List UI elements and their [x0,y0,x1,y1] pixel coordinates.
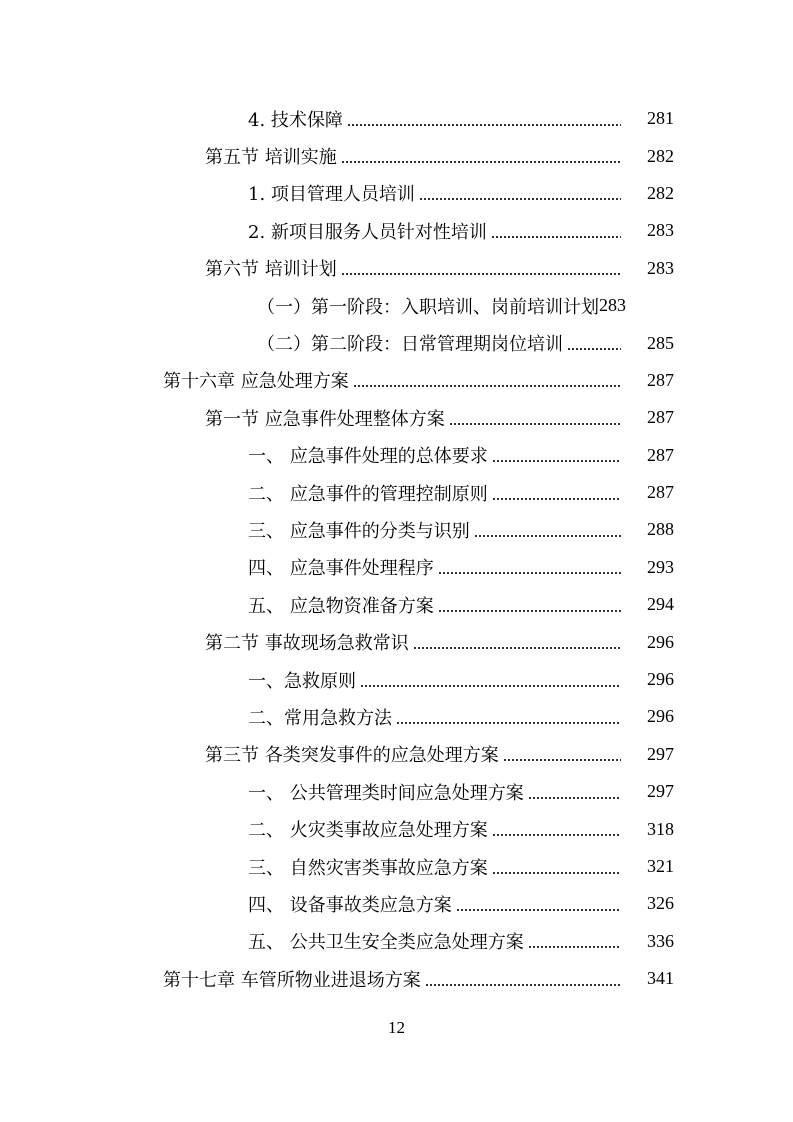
toc-entry-title: （二）第二阶段：日常管理期岗位培训 [257,334,563,356]
toc-entry[interactable] [0,362,793,399]
toc-entry-page: 297 [647,781,674,802]
toc-leader-dots [528,944,621,950]
toc-leader-dots [438,570,621,576]
toc-leader-dots [419,196,621,202]
toc-leader-dots [491,234,621,240]
toc-leader-dots [449,421,621,427]
toc-entry[interactable] [0,698,793,735]
toc-entry-title: 三、 应急事件的分类与识别 [248,520,470,542]
toc-entry[interactable] [0,511,793,548]
toc-leader-dots [492,496,621,502]
table-of-contents [0,100,793,997]
toc-leader-dots [528,795,621,801]
toc-leader-dots [341,271,621,277]
toc-entry-page: 321 [647,856,674,876]
toc-entry-page: 281 [647,108,674,129]
toc-entry-title: 二、常用急救方法 [248,707,392,729]
toc-entry[interactable] [0,324,793,361]
toc-entry-title: 二、 应急事件的管理控制原则 [248,483,488,505]
toc-entry-page: 282 [647,182,674,203]
toc-leader-dots [438,608,621,614]
toc-entry-title: 五、 应急物资准备方案 [248,595,434,617]
toc-entry[interactable] [0,623,793,660]
toc-leader-dots [503,757,621,763]
toc-entry-page: 294 [647,594,674,615]
toc-entry-page: 336 [647,930,674,951]
toc-leader-dots [425,982,621,988]
toc-entry[interactable] [0,810,793,847]
toc-leader-dots [567,346,621,352]
toc-entry-title: 第二节 事故现场急救常识 [205,633,409,655]
toc-leader-dots [353,383,621,389]
toc-entry-page: 326 [647,893,674,914]
toc-entry[interactable] [0,287,793,324]
toc-entry-page: 341 [647,968,674,989]
toc-entry-page: 318 [647,818,674,839]
toc-entry-page: 296 [647,706,674,727]
toc-entry[interactable] [0,212,793,249]
toc-entry-page: 287 [647,482,674,503]
toc-entry[interactable] [0,848,793,885]
toc-entry-title: 一、 应急事件处理的总体要求 [248,446,488,468]
toc-entry[interactable] [0,399,793,436]
toc-leader-dots [413,645,621,651]
toc-entry-title: 一、急救原则 [248,670,356,692]
toc-leader-dots [492,870,621,876]
toc-entry[interactable] [0,250,793,287]
toc-entry-title: 第六节 培训计划 [205,259,337,281]
toc-entry-page: 283 [599,295,626,316]
toc-entry-page: 287 [647,444,674,465]
toc-entry[interactable] [0,100,793,137]
toc-leader-dots [347,122,621,128]
toc-entry[interactable] [0,960,793,997]
toc-entry-page: 288 [647,519,674,540]
toc-entry-page: 296 [647,669,674,690]
page-number: 12 [388,1018,405,1037]
toc-entry-page: 297 [647,743,674,764]
toc-entry-page: 282 [647,145,674,166]
toc-leader-dots [360,683,621,689]
toc-entry[interactable] [0,437,793,474]
toc-entry-title: 2. 新项目服务人员针对性培训 [248,221,487,243]
toc-entry-title: 三、 自然灾害类事故应急方案 [248,857,488,879]
toc-entry[interactable] [0,736,793,773]
toc-entry-title: 四、 设备事故类应急方案 [248,894,452,916]
toc-entry[interactable] [0,137,793,174]
toc-entry-title: 四、 应急事件处理程序 [248,558,434,580]
toc-entry-title: 二、 火灾类事故应急处理方案 [248,820,488,842]
toc-entry-title: 第一节 应急事件处理整体方案 [205,408,445,430]
toc-entry-title: 第十六章 应急处理方案 [163,371,349,393]
toc-entry-title: 第三节 各类突发事件的应急处理方案 [205,745,499,767]
toc-entry-title: 4. 技术保障 [248,109,343,131]
toc-entry-page: 285 [647,332,674,353]
toc-entry[interactable] [0,175,793,212]
toc-leader-dots [456,907,621,913]
toc-entry[interactable] [0,923,793,960]
toc-entry-title: 1. 项目管理人员培训 [248,184,415,206]
toc-entry-page: 287 [647,407,674,428]
toc-entry-title: 第五节 培训实施 [205,147,337,169]
toc-leader-dots [492,458,621,464]
toc-entry[interactable] [0,474,793,511]
toc-entry-page: 287 [647,369,674,390]
toc-entry[interactable] [0,549,793,586]
toc-entry-page: 283 [647,257,674,278]
toc-entry-page: 296 [647,631,674,652]
toc-entry[interactable] [0,661,793,698]
toc-entry-page: 293 [647,556,674,577]
toc-entry-page: 283 [647,220,674,241]
toc-entry-title: 第十七章 车管所物业进退场方案 [163,969,421,991]
toc-leader-dots [492,832,621,838]
toc-entry-title: 五、 公共卫生安全类应急处理方案 [248,932,524,954]
toc-entry[interactable] [0,885,793,922]
toc-entry-title: 一、 公共管理类时间应急处理方案 [248,782,524,804]
toc-leader-dots [341,159,621,165]
toc-leader-dots [396,720,621,726]
toc-entry-title: （一）第一阶段：入职培训、岗前培训计划 [257,296,599,318]
toc-entry[interactable] [0,773,793,810]
toc-entry[interactable] [0,586,793,623]
toc-leader-dots [474,533,621,539]
